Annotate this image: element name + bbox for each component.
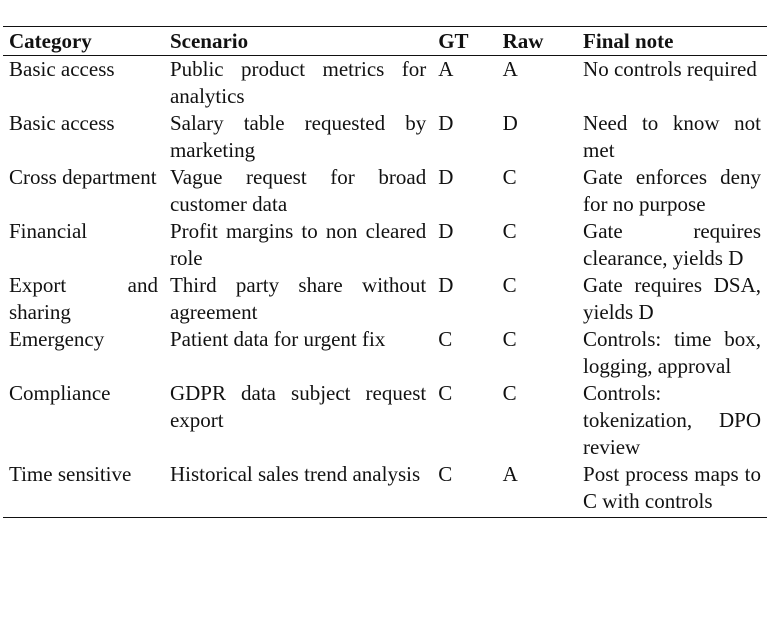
cell-scenario: Public product metrics for analytics: [169, 57, 427, 108]
cell-category: Time sensitive: [9, 462, 132, 486]
table-row: [3, 164, 767, 218]
cell-category: Cross department: [9, 165, 157, 189]
table-row: [3, 380, 767, 461]
cell-category: Export and sharing: [9, 273, 158, 324]
cell-scenario: Salary table requested by marketing: [169, 111, 427, 162]
table-row: [3, 326, 767, 380]
table-row: [3, 272, 767, 326]
cell-final-note: Gate enforces deny for no purpose: [583, 165, 761, 216]
cell-raw: C: [502, 327, 517, 351]
cell-final-note: Gate requires DSA, yields D: [583, 273, 761, 324]
header-row: [3, 27, 767, 56]
cell-category: Emergency: [9, 327, 105, 351]
cell-category: Compliance: [9, 381, 111, 405]
cell-gt: D: [438, 165, 454, 189]
header-raw: Raw: [497, 27, 577, 56]
cell-raw: C: [502, 165, 517, 189]
cell-raw: C: [502, 273, 517, 297]
cell-raw: A: [502, 57, 518, 81]
table-row: [3, 218, 767, 272]
table-header: [3, 27, 767, 56]
header-category: Category: [3, 27, 164, 56]
cell-final-note: Controls: time box, logging, approval: [583, 327, 761, 378]
cell-scenario: GDPR data subject request export: [169, 381, 427, 432]
cell-category: Basic access: [9, 57, 115, 81]
table-row: [3, 461, 767, 518]
results-table: [3, 26, 767, 518]
table-row: [3, 110, 767, 164]
results-table-container: [3, 26, 767, 518]
cell-gt: A: [438, 57, 454, 81]
cell-category: Financial: [9, 219, 88, 243]
cell-scenario: Patient data for urgent fix: [169, 327, 386, 351]
table-body: [3, 56, 767, 518]
cell-final-note: Post process maps to C with controls: [583, 462, 761, 513]
header-final-note: Final note: [577, 27, 767, 56]
cell-scenario: Profit margins to non cleared role: [169, 219, 427, 270]
cell-gt: D: [438, 111, 454, 135]
cell-gt: C: [438, 381, 453, 405]
table-row: [3, 56, 767, 111]
cell-category: Basic access: [9, 111, 115, 135]
header-gt: GT: [432, 27, 496, 56]
cell-gt: D: [438, 219, 454, 243]
header-scenario: Scenario: [164, 27, 432, 56]
cell-scenario: Vague request for broad customer data: [169, 165, 427, 216]
cell-raw: C: [502, 219, 517, 243]
cell-final-note: Gate requires clearance, yields D: [583, 219, 761, 270]
cell-raw: A: [502, 462, 518, 486]
cell-final-note: Controls: tokenization, DPO review: [583, 381, 761, 459]
cell-final-note: Need to know not met: [583, 111, 761, 162]
cell-gt: C: [438, 327, 453, 351]
cell-raw: D: [502, 111, 518, 135]
cell-scenario: Historical sales trend analysis: [169, 462, 421, 486]
cell-gt: C: [438, 462, 453, 486]
cell-gt: D: [438, 273, 454, 297]
cell-final-note: No controls required: [583, 57, 757, 81]
cell-raw: C: [502, 381, 517, 405]
cell-scenario: Third party share without agreement: [169, 273, 427, 324]
